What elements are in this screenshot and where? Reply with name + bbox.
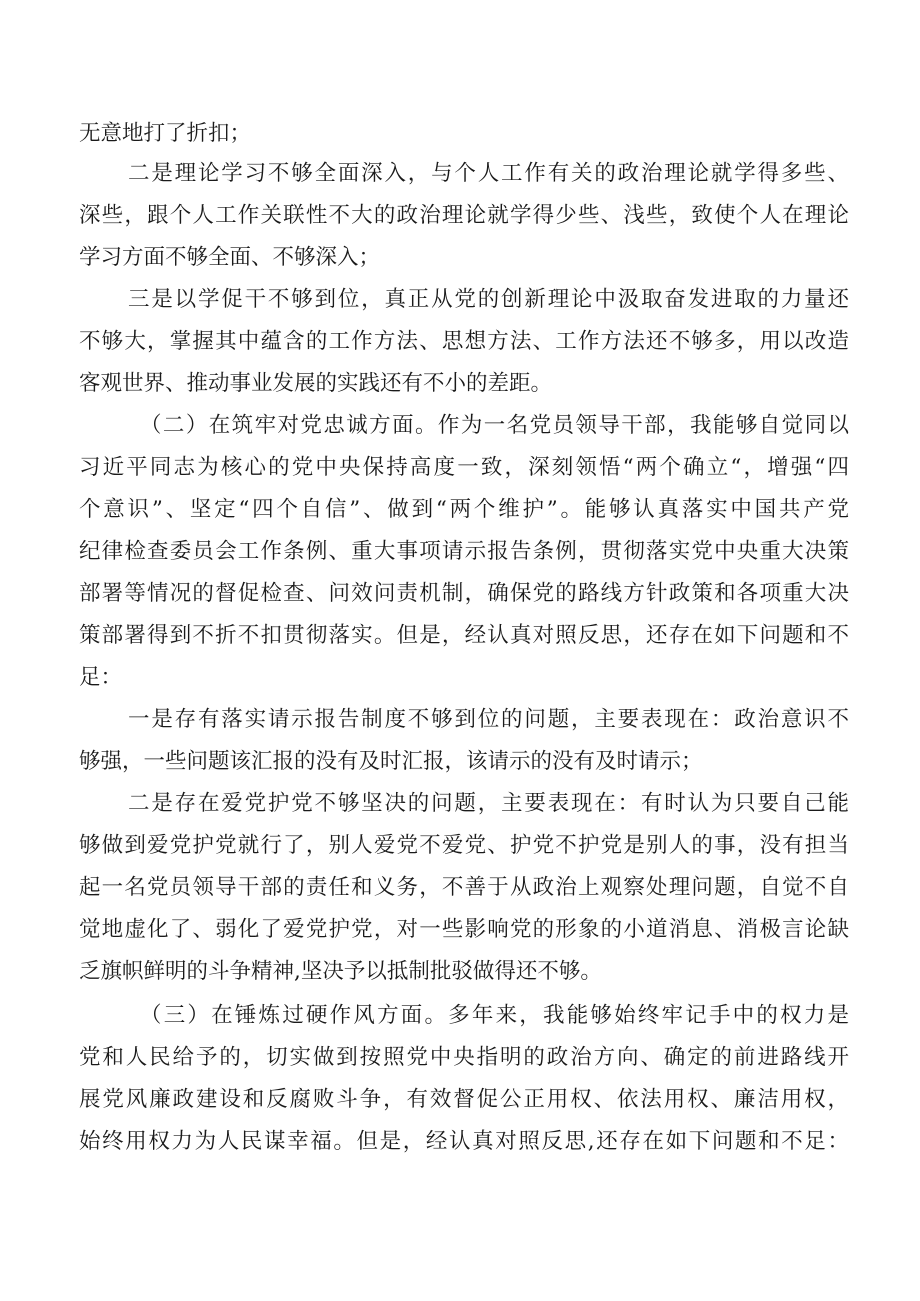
text-line — [0, 114, 920, 154]
text-line-content: 客观世界、推动事业发展的实践还有不小的差距。 — [79, 371, 553, 396]
text-line — [0, 616, 920, 656]
text-line-content: 三是以学促干不够到位，真正从党的创新理论中汲取奋发进取的力量还 — [128, 287, 849, 312]
section-heading-line — [0, 406, 920, 446]
text-line — [0, 322, 920, 362]
text-line — [0, 700, 920, 740]
section-heading-line — [0, 996, 920, 1036]
text-line-content: 始终用权力为人民谋幸福。但是，经认真对照反思,还存在如下问题和不足： — [79, 1129, 849, 1154]
text-line — [0, 910, 920, 950]
text-line — [0, 826, 920, 866]
text-line-content: （三）在锤炼过硬作风方面。多年来，我能够始终牢记手中的权力是 — [140, 1003, 849, 1028]
text-line-content: 够做到爱党护党就行了，别人爱党不爱党、护党不护党是别人的事，没有担当 — [79, 833, 849, 858]
text-line — [0, 658, 920, 698]
text-line-content: 够强，一些问题该汇报的没有及时汇报，该请示的没有及时请示； — [79, 749, 703, 774]
text-line — [0, 490, 920, 530]
text-line — [0, 364, 920, 404]
text-line — [0, 196, 920, 236]
text-line-content: 乏旗帜鲜明的斗争精神,坚决予以抵制批驳做得还不够。 — [79, 959, 602, 984]
text-line-content: 习近平同志为核心的党中央保持高度一致，深刻领悟“两个确立“，增强“四 — [79, 455, 849, 480]
text-line-content: 纪律检查委员会工作条例、重大事项请示报告条例，贯彻落实党中央重大决策 — [79, 539, 849, 564]
text-line-content: 个意识”、坚定“四个自信”、做到“两个维护”。能够认真落实中国共产党 — [79, 497, 849, 522]
text-line-content: 策部署得到不折不扣贯彻落实。但是，经认真对照反思，还存在如下问题和不 — [79, 623, 849, 648]
text-line-content: 党和人民给予的，切实做到按照党中央指明的政治方向、确定的前进路线开 — [79, 1045, 849, 1070]
text-line — [0, 448, 920, 488]
text-line-content: 二是存在爱党护党不够坚决的问题，主要表现在：有时认为只要自己能 — [128, 791, 849, 816]
text-line-content: 足： — [79, 665, 123, 690]
text-line — [0, 952, 920, 992]
text-line-content: 一是存有落实请示报告制度不够到位的问题，主要表现在：政治意识不 — [128, 707, 849, 732]
text-line-content: 部署等情况的督促检查、问效问责机制，确保党的路线方针政策和各项重大决 — [79, 581, 849, 606]
text-line — [0, 238, 920, 278]
text-line — [0, 1122, 920, 1162]
text-line-content: （二）在筑牢对党忠诚方面。作为一名党员领导干部，我能够自觉同以 — [140, 413, 849, 438]
text-line — [0, 1038, 920, 1078]
text-line-content: 不够大，掌握其中蕴含的工作方法、思想方法、工作方法还不够多，用以改造 — [79, 329, 849, 354]
text-line — [0, 280, 920, 320]
text-line — [0, 742, 920, 782]
text-line-content: 深些，跟个人工作关联性不大的政治理论就学得少些、浅些，致使个人在理论 — [79, 203, 849, 228]
text-line-content: 二是理论学习不够全面深入，与个人工作有关的政治理论就学得多些、 — [128, 161, 849, 186]
text-line — [0, 154, 920, 194]
text-line-content: 展党风廉政建设和反腐败斗争，有效督促公正用权、依法用权、廉洁用权， — [79, 1087, 849, 1112]
text-line — [0, 532, 920, 572]
text-line-content: 学习方面不够全面、不够深入； — [79, 245, 381, 270]
text-line — [0, 784, 920, 824]
text-line — [0, 1080, 920, 1120]
text-line-content: 起一名党员领导干部的责任和义务，不善于从政治上观察处理问题，自觉不自 — [79, 875, 849, 900]
text-line-content: 无意地打了折扣； — [79, 121, 252, 146]
text-line — [0, 868, 920, 908]
text-line-content: 觉地虚化了、弱化了爱党护党，对一些影响党的形象的小道消息、消极言论缺 — [79, 917, 849, 942]
text-line — [0, 574, 920, 614]
